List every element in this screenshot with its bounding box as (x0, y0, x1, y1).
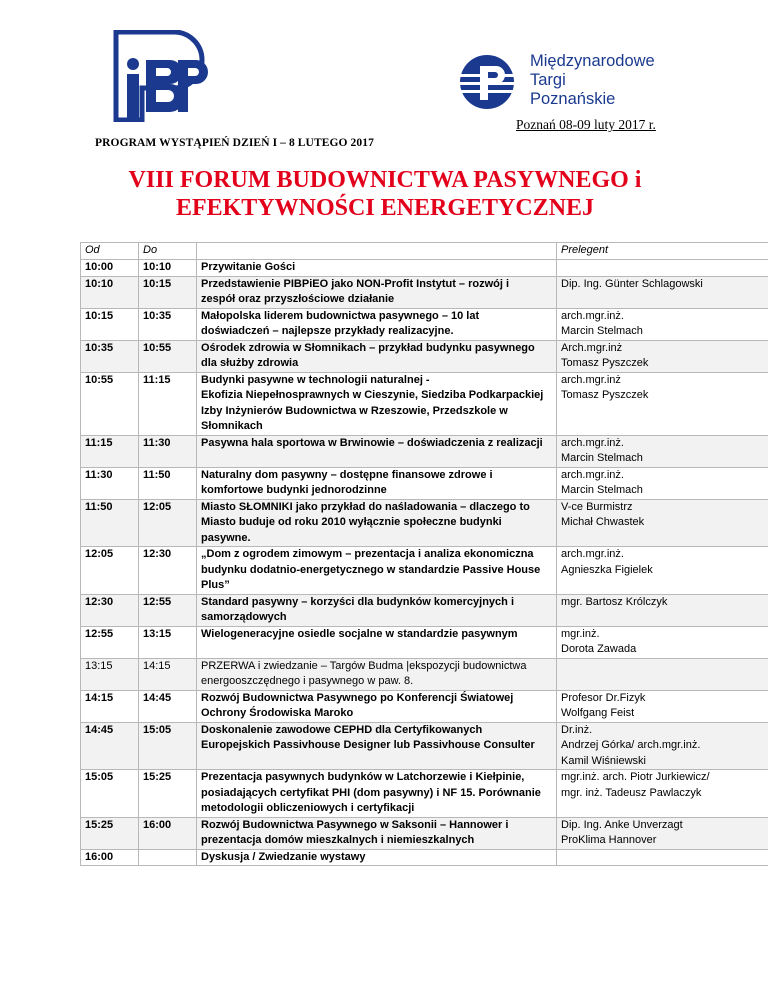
session-topic-line: Ekofizia Niepełnosprawnych w Cieszynie, Siedziba Podkarpackiej (201, 389, 544, 401)
session-topic-line: Miasto SŁOMNIKI jako przykład do naśladowania – dlaczego to (201, 500, 530, 513)
session-topic-line: energooszczędnego i pasywnego w paw. 8. (201, 675, 414, 687)
session-topic-line: Ochrony Środowiska Maroko (201, 707, 354, 719)
session-topic-line: Europejskich Passivhouse Designer lub Passivhouse Consulter (201, 739, 535, 751)
speaker: arch.mgr.inż. Marcin Stelmach (557, 467, 768, 499)
time-from: 12:05 (81, 547, 139, 595)
time-from: 12:55 (81, 626, 139, 658)
session-topic-line: Standard pasywny – korzyści dla budynków komercyjnych i (201, 595, 514, 608)
header-from: Od (81, 243, 139, 260)
header-topic (197, 243, 557, 260)
session-topic-line: Przywitanie Gości (201, 261, 296, 273)
time-to: 10:35 (139, 308, 197, 340)
time-to: 11:30 (139, 435, 197, 467)
time-from: 14:45 (81, 722, 139, 770)
speaker: Dr.inż. Andrzej Górka/ arch.mgr.inż. Kamil Wiśniewski (557, 722, 768, 770)
speaker: Profesor Dr.Fizyk Wolfgang Feist (557, 690, 768, 722)
session-topic-line: komfortowe budynki jednorodzinne (201, 484, 387, 496)
session-topic-line: Przedstawienie PIBPiEO jako NON-Profit Instytut – rozwój i (201, 277, 510, 290)
session-topic (197, 658, 557, 690)
time-to (139, 849, 197, 866)
session-topic (197, 770, 557, 818)
table-row (81, 722, 768, 770)
table-row (81, 467, 768, 499)
session-topic (197, 340, 557, 372)
table-row (81, 849, 768, 866)
table-row (81, 770, 768, 818)
speaker: arch.mgr.inż Tomasz Pyszczek (557, 372, 768, 435)
time-to: 16:00 (139, 817, 197, 849)
session-topic (197, 547, 557, 595)
session-topic (197, 817, 557, 849)
speaker (557, 849, 768, 866)
time-from: 12:30 (81, 594, 139, 626)
session-topic-line: Pasywna hala sportowa w Brwinowie – doświadczenia z realizacji (201, 436, 543, 449)
session-topic (197, 722, 557, 770)
time-from: 16:00 (81, 849, 139, 866)
time-from: 10:55 (81, 372, 139, 435)
time-from: 13:15 (81, 658, 139, 690)
session-topic-line: Dyskusja / Zwiedzanie wystawy (201, 850, 366, 863)
session-topic-line: prezentacja domów mieszkalnych i niemieszkalnych (201, 834, 475, 846)
speaker: arch.mgr.inż. Agnieszka Figielek (557, 547, 768, 595)
time-to: 12:30 (139, 547, 197, 595)
speaker (557, 658, 768, 690)
time-from: 11:15 (81, 435, 139, 467)
session-topic-line: „Dom z ogrodem zimowym – prezentacja i analiza ekonomiczna (201, 548, 534, 560)
time-to: 10:15 (139, 276, 197, 308)
time-to: 11:50 (139, 467, 197, 499)
session-topic-line: Izby Inżynierów Budownictwa w Rzeszowie, Przedszkole w (201, 404, 508, 417)
table-row (81, 658, 768, 690)
table-row (81, 308, 768, 340)
session-topic (197, 849, 557, 866)
table-row (81, 435, 768, 467)
time-to: 14:45 (139, 690, 197, 722)
table-row (81, 340, 768, 372)
program-heading: PROGRAM WYSTĄPIEŃ DZIEŃ I – 8 LUTEGO 2017 (95, 137, 374, 149)
speaker: mgr. Bartosz Królczyk (557, 594, 768, 626)
time-from: 11:50 (81, 499, 139, 547)
time-to: 13:15 (139, 626, 197, 658)
table-row (81, 626, 768, 658)
session-topic-line: Miasto buduje od roku 2010 wyłącznie społeczne budynki (201, 516, 502, 528)
session-topic-line: PRZERWA i zwiedzanie – Targów Budma |ekspozycji budownictwa (201, 659, 527, 672)
session-topic-line: pasywne. (201, 531, 251, 544)
speaker: Arch.mgr.inż Tomasz Pyszczek (557, 340, 768, 372)
session-topic-line: Wielogeneracyjne osiedle socjalne w standardzie pasywnym (201, 627, 518, 640)
time-to: 14:15 (139, 658, 197, 690)
table-header-row (81, 243, 768, 260)
time-from: 15:05 (81, 770, 139, 818)
session-topic-line: dla służby zdrowia (201, 357, 299, 369)
mtp-name-line: Targi (530, 71, 566, 89)
session-topic-line: Naturalny dom pasywny – dostępne finansowe zdrowe i (201, 468, 493, 481)
speaker: arch.mgr.inż. Marcin Stelmach (557, 308, 768, 340)
session-topic-line: Rozwój Budownictwa Pasywnego w Saksonii – Hannower i (201, 818, 509, 831)
mtp-name-line: Poznańskie (530, 90, 616, 108)
session-topic (197, 499, 557, 547)
session-topic (197, 435, 557, 467)
speaker: Dip. Ing. Günter Schlagowski (557, 276, 768, 308)
session-topic-line: budynku dodatnio-energetycznego w standardzie Passive House (201, 563, 541, 576)
session-topic-line: doświadczeń – najlepsze przykłady realizacyjne. (201, 325, 454, 337)
time-from: 10:00 (81, 260, 139, 277)
session-topic-line: Rozwój Budownictwa Pasywnego po Konferencji Światowej (201, 691, 514, 704)
session-topic (197, 260, 557, 277)
session-topic-line: metodologii obliczeniowych i certyfikacji (201, 802, 415, 814)
time-to: 12:55 (139, 594, 197, 626)
session-topic-line: Plus” (201, 579, 230, 591)
session-topic (197, 690, 557, 722)
header-to: Do (139, 243, 197, 260)
session-topic (197, 467, 557, 499)
time-to: 15:05 (139, 722, 197, 770)
table-row (81, 594, 768, 626)
table-row (81, 690, 768, 722)
time-to: 11:15 (139, 372, 197, 435)
session-topic-line: Małopolska liderem budownictwa pasywnego – 10 lat (201, 309, 480, 322)
speaker: mgr.inż. arch. Piotr Jurkiewicz/ mgr. inż. Tadeusz Pawlaczyk (557, 770, 768, 818)
place-date: Poznań 08-09 luty 2017 r. (516, 117, 656, 132)
session-topic-line: samorządowych (201, 611, 287, 623)
time-from: 10:35 (81, 340, 139, 372)
speaker: arch.mgr.inż. Marcin Stelmach (557, 435, 768, 467)
speaker: mgr.inż. Dorota Zawada (557, 626, 768, 658)
time-from: 14:15 (81, 690, 139, 722)
session-topic-line: zespół oraz przyszłościowe działanie (201, 293, 395, 305)
session-topic (197, 594, 557, 626)
time-to: 10:10 (139, 260, 197, 277)
session-topic (197, 372, 557, 435)
session-topic (197, 626, 557, 658)
pibp-logo (96, 30, 214, 122)
time-from: 11:30 (81, 467, 139, 499)
session-topic-line: Ośrodek zdrowia w Słomnikach – przykład budynku pasywnego (201, 341, 535, 354)
table-row (81, 499, 768, 547)
header-speaker: Prelegent (557, 243, 768, 260)
speaker (557, 260, 768, 277)
mtp-name (530, 52, 655, 109)
session-topic-line: posiadających certyfikat PHI (dom pasywny) i NF 15. Porównanie (201, 786, 541, 799)
time-to: 10:55 (139, 340, 197, 372)
forum-title-line: EFEKTYWNOŚCI ENERGETYCZNEJ (175, 195, 595, 221)
table-row (81, 276, 768, 308)
time-from: 10:15 (81, 308, 139, 340)
session-topic-line: Doskonalenie zawodowe CEPHD dla Certyfikowanych (201, 723, 483, 736)
table-row (81, 817, 768, 849)
time-from: 15:25 (81, 817, 139, 849)
session-topic (197, 308, 557, 340)
mtp-name-line: Międzynarodowe (530, 52, 655, 70)
session-topic-line: Słomnikach (201, 420, 263, 432)
schedule-table (80, 242, 768, 866)
time-from: 10:10 (81, 276, 139, 308)
table-row (81, 260, 768, 277)
speaker: V-ce Burmistrz Michał Chwastek (557, 499, 768, 547)
forum-title-line: VIII FORUM BUDOWNICTWA PASYWNEGO i (128, 167, 642, 193)
speaker: Dip. Ing. Anke Unverzagt ProKlima Hannover (557, 817, 768, 849)
forum-title (80, 166, 690, 222)
session-topic (197, 276, 557, 308)
time-to: 12:05 (139, 499, 197, 547)
table-row (81, 547, 768, 595)
session-topic-line: Budynki pasywne w technologii naturalnej - (201, 373, 430, 386)
table-row (81, 372, 768, 435)
time-to: 15:25 (139, 770, 197, 818)
session-topic-line: Prezentacja pasywnych budynków w Latchorzewie i Kiełpinie, (201, 771, 525, 783)
